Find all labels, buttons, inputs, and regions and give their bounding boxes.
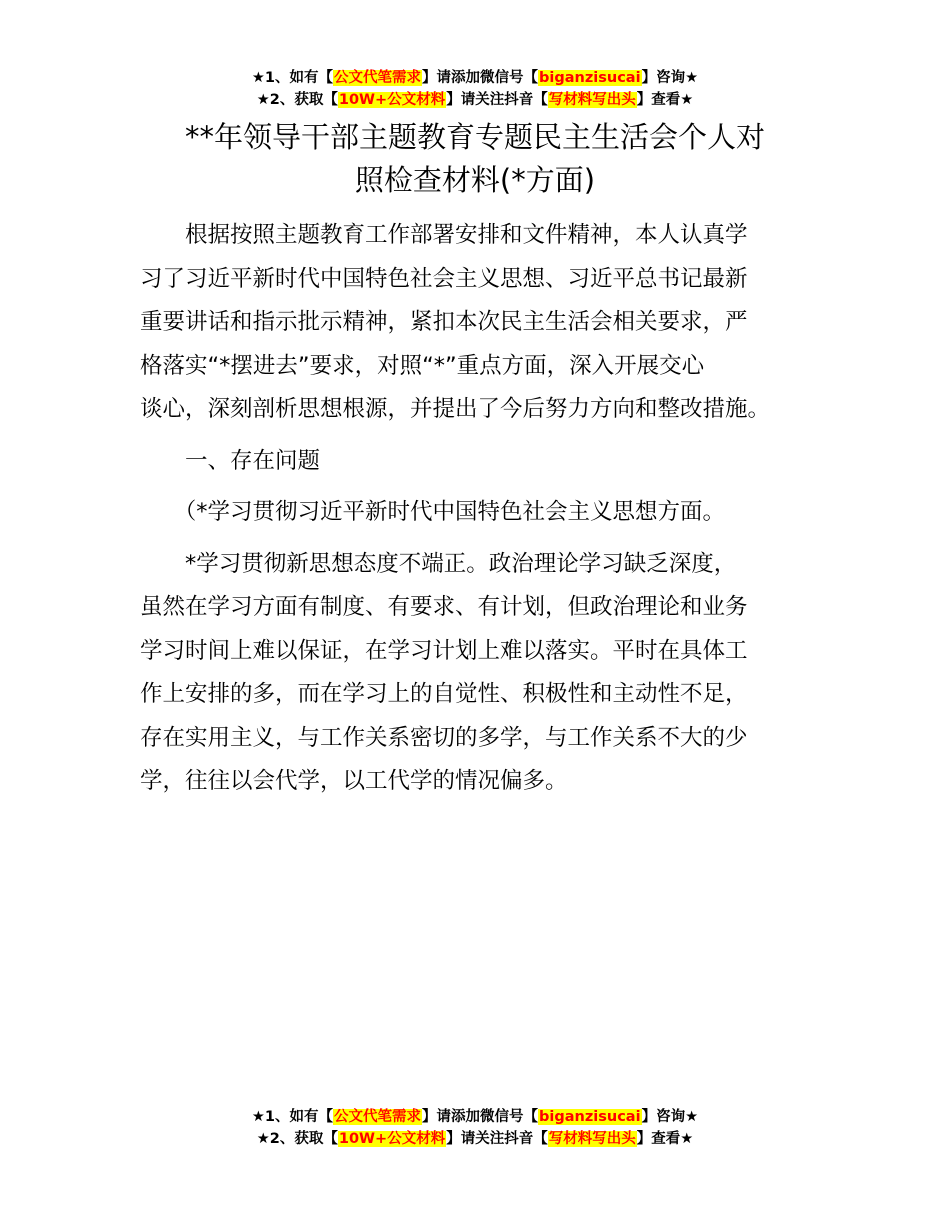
- body-line: 学，往往以会代学，以工代学的情况偏多。: [140, 768, 568, 794]
- intro-line: 根据按照主题教育工作部署安排和文件精神，本人认真学: [140, 222, 748, 248]
- body-paragraph: [140, 543, 830, 804]
- highlight-materials: 10W+公文材料: [338, 92, 446, 108]
- highlight-ghostwriting: 公文代笔需求: [334, 1109, 422, 1125]
- highlight-wechat-id: biganzisucai: [539, 70, 641, 86]
- body-line: *学习贯彻新思想态度不端正。政治理论学习缺乏深度，: [140, 550, 737, 577]
- promo-line-1: ★1、如有【公文代笔需求】请添加微信号【biganzisucai】咨询★: [251, 70, 699, 86]
- highlight-materials: 10W+公文材料: [338, 1131, 446, 1147]
- section-heading: 一、存在问题: [140, 447, 321, 474]
- document-title: [100, 116, 850, 202]
- intro-line: 谈心，深刻剖析思想根源，并提出了今后努力方向和整改措施。: [140, 396, 771, 422]
- subsection-heading: （*学习贯彻习近平新时代中国特色社会主义思想方面。: [140, 499, 726, 525]
- intro-line: 格落实“*摆进去”要求，对照“*”重点方面，深入开展交心: [140, 352, 705, 379]
- highlight-douyin-account: 写材料写出头: [548, 92, 636, 108]
- top-promo-banner: [0, 67, 950, 111]
- intro-paragraph: [140, 214, 830, 432]
- title-line-2: 照检查材料(*方面): [354, 163, 596, 197]
- intro-line: 重要讲话和指示批示精神，紧扣本次民主生活会相关要求，严: [140, 309, 748, 335]
- highlight-ghostwriting: 公文代笔需求: [334, 70, 422, 86]
- highlight-douyin-account: 写材料写出头: [548, 1131, 636, 1147]
- body-line: 学习时间上难以保证，在学习计划上难以落实。平时在具体工: [140, 637, 748, 664]
- title-line-1: **年领导干部主题教育专题民主生活会个人对: [184, 120, 765, 154]
- bottom-promo-banner: [0, 1106, 950, 1150]
- promo-line-2: ★2、获取【10W+公文材料】请关注抖音【写材料写出头】查看★: [256, 1131, 694, 1147]
- body-line: 作上安排的多，而在学习上的自觉性、积极性和主动性不足，: [140, 681, 748, 707]
- document-body: [140, 214, 830, 804]
- promo-line-1: ★1、如有【公文代笔需求】请添加微信号【biganzisucai】咨询★: [251, 1109, 699, 1125]
- body-line: 存在实用主义，与工作关系密切的多学，与工作关系不大的少: [140, 724, 748, 751]
- intro-line: 习了习近平新时代中国特色社会主义思想、习近平总书记最新: [140, 265, 748, 292]
- promo-line-2: ★2、获取【10W+公文材料】请关注抖音【写材料写出头】查看★: [256, 92, 694, 108]
- body-line: 虽然在学习方面有制度、有要求、有计划，但政治理论和业务: [140, 594, 748, 620]
- highlight-wechat-id: biganzisucai: [539, 1109, 641, 1125]
